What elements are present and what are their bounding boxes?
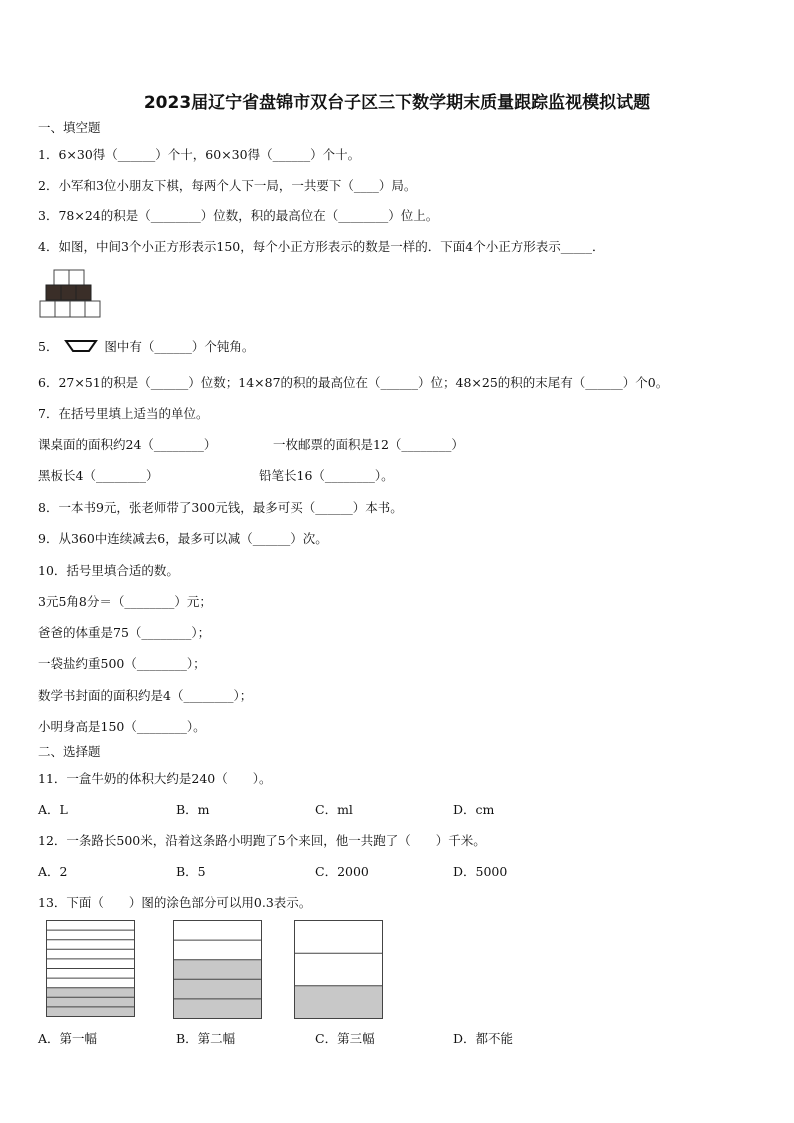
question-11: 11．一盒牛奶的体积大约是240（ ）。 — [38, 771, 272, 786]
middle-square — [46, 285, 61, 300]
figure-three-shade — [295, 986, 383, 1019]
middle-square — [61, 285, 76, 300]
q13-option-d[interactable]: D．都不能 — [453, 1031, 514, 1046]
question-7d: 铅笔长16（________）。 — [259, 468, 394, 483]
question-2: 2．小军和3位小朋友下棋，每两个人下一局，一共要下（____）局。 — [38, 178, 417, 193]
bottom-square — [85, 301, 100, 317]
question-4: 4．如图，中间3个小正方形表示150，每个小正方形表示的数是一样的．下面4个小正方形表示_____． — [38, 239, 605, 254]
q11-option-c[interactable]: C．ml — [315, 802, 353, 817]
question-5 — [38, 339, 254, 355]
question-6: 6．27×51的积是（______）位数；14×87的积的最高位在（______）位；48×25的积的末尾有（______）个0。 — [38, 375, 669, 390]
question-1: 1．6×30得（______）个十，60×30得（______）个十。 — [38, 147, 361, 162]
q13-option-c[interactable]: C．第三幅 — [315, 1031, 375, 1046]
q12-option-d[interactable]: D．5000 — [453, 864, 508, 879]
figure-one-shade — [47, 988, 135, 1017]
bottom-square — [70, 301, 85, 317]
question-5-number: 5． — [38, 339, 59, 354]
bottom-square — [40, 301, 55, 317]
question-10e: 小明身高是150（________）。 — [38, 719, 206, 734]
question-12: 12．一条路长500米，沿着这条路小明跑了5个来回，他一共跑了（ ）千米。 — [38, 833, 486, 848]
q13-option-b[interactable]: B．第二幅 — [176, 1031, 236, 1046]
q12-option-c[interactable]: C．2000 — [315, 864, 369, 879]
figure-one — [46, 920, 136, 1018]
section-choice: 二、选择题 — [38, 744, 101, 759]
question-10b: 爸爸的体重是75（________）； — [38, 625, 211, 640]
question-7a: 课桌面的面积约24（________） — [38, 437, 217, 452]
middle-square — [76, 285, 91, 300]
question-7: 7．在括号里填上适当的单位。 — [38, 406, 209, 421]
section-fill-blank: 一、填空题 — [38, 120, 101, 135]
q12-option-b[interactable]: B．5 — [176, 864, 206, 879]
top-square — [54, 270, 69, 285]
question-3: 3．78×24的积是（________）位数，积的最高位在（________）位上。 — [38, 208, 439, 223]
question-13: 13．下面（ ）图的涂色部分可以用0.3表示。 — [38, 895, 312, 910]
q13-option-a[interactable]: A．第一幅 — [38, 1031, 98, 1046]
question-7b: 一枚邮票的面积是12（________） — [273, 437, 464, 452]
question-5-text: 图中有（______）个钝角。 — [104, 339, 255, 354]
question-10a: 3元5角8分＝（________）元； — [38, 594, 212, 609]
trapezoid-icon — [64, 339, 98, 353]
question-10: 10．括号里填合适的数。 — [38, 563, 179, 578]
q12-option-a[interactable]: A．2 — [38, 864, 68, 879]
q11-option-a[interactable]: A．L — [38, 802, 68, 817]
q11-option-b[interactable]: B．m — [176, 802, 210, 817]
question-10d: 数学书封面的面积约是4（________）； — [38, 688, 253, 703]
question-8: 8．一本书9元，张老师带了300元钱，最多可买（______）本书。 — [38, 500, 403, 515]
top-square — [69, 270, 84, 285]
figure-two-shade — [174, 960, 262, 1019]
bottom-square — [55, 301, 70, 317]
squares-figure — [38, 268, 102, 322]
q11-option-d[interactable]: D．cm — [453, 802, 495, 817]
question-9: 9．从360中连续减去6，最多可以减（______）次。 — [38, 531, 328, 546]
question-7c: 黑板长4（________） — [38, 468, 159, 483]
question-10c: 一袋盐约重500（________）； — [38, 656, 206, 671]
page-title: 2023届辽宁省盘锦市双台子区三下数学期末质量跟踪监视模拟试题 — [143, 93, 651, 113]
figure-two — [173, 920, 263, 1020]
figure-three — [294, 920, 384, 1020]
